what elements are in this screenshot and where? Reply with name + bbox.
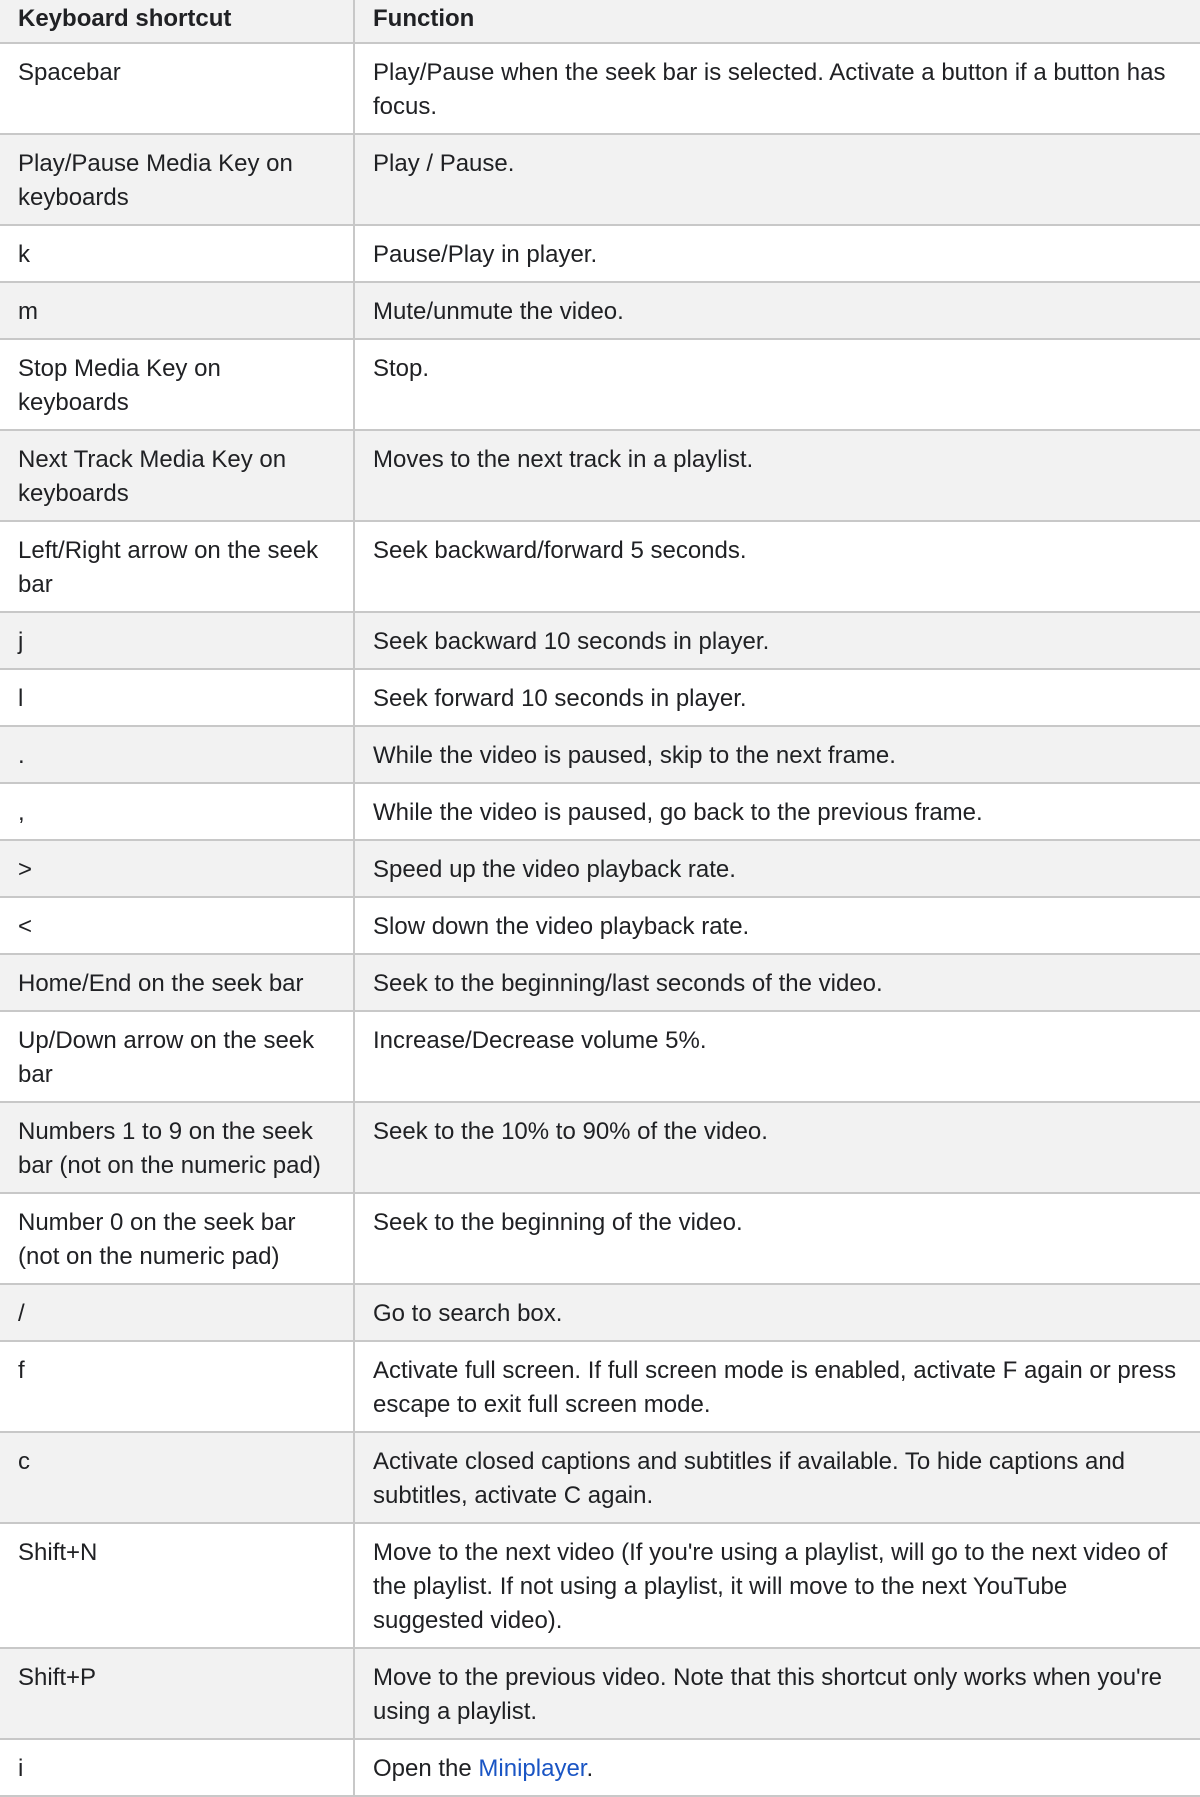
function-cell: Play / Pause.: [354, 134, 1200, 225]
table-row: [0, 1193, 1200, 1284]
function-cell: Go to search box.: [354, 1284, 1200, 1341]
function-cell: Speed up the video playback rate.: [354, 840, 1200, 897]
function-cell: Increase/Decrease volume 5%.: [354, 1011, 1200, 1102]
function-cell: Seek forward 10 seconds in player.: [354, 669, 1200, 726]
table-row: [0, 1102, 1200, 1193]
function-cell: Mute/unmute the video.: [354, 282, 1200, 339]
shortcut-cell: .: [0, 726, 354, 783]
function-cell: Seek backward 10 seconds in player.: [354, 612, 1200, 669]
table-row: [0, 134, 1200, 225]
shortcut-cell: c: [0, 1432, 354, 1523]
miniplayer-link[interactable]: Miniplayer: [478, 1755, 587, 1782]
table-row: [0, 840, 1200, 897]
shortcut-cell: Home/End on the seek bar: [0, 954, 354, 1011]
shortcut-cell: >: [0, 840, 354, 897]
function-text-prefix: Open the: [373, 1755, 479, 1782]
function-cell: While the video is paused, skip to the next frame.: [354, 726, 1200, 783]
function-cell: Seek to the beginning of the video.: [354, 1193, 1200, 1284]
shortcut-cell: <: [0, 897, 354, 954]
function-cell: Play/Pause when the seek bar is selected. Activate a button if a button has focus.: [354, 43, 1200, 134]
table-row: [0, 612, 1200, 669]
table-body: [0, 43, 1200, 1796]
shortcut-cell: Stop Media Key on keyboards: [0, 339, 354, 430]
column-header-shortcut: Keyboard shortcut: [0, 0, 354, 43]
shortcut-cell: Spacebar: [0, 43, 354, 134]
shortcut-cell: Play/Pause Media Key on keyboards: [0, 134, 354, 225]
shortcut-cell: i: [0, 1739, 354, 1796]
function-cell: Stop.: [354, 339, 1200, 430]
shortcut-cell: Shift+N: [0, 1523, 354, 1648]
shortcut-cell: k: [0, 225, 354, 282]
table-row: [0, 726, 1200, 783]
table-row: [0, 521, 1200, 612]
function-cell: Activate full screen. If full screen mode is enabled, activate F again or press escape to exit full screen mode.: [354, 1341, 1200, 1432]
function-cell: Slow down the video playback rate.: [354, 897, 1200, 954]
function-cell: Activate closed captions and subtitles if available. To hide captions and subtitles, activate C again.: [354, 1432, 1200, 1523]
table-row: [0, 225, 1200, 282]
shortcut-cell: Numbers 1 to 9 on the seek bar (not on the numeric pad): [0, 1102, 354, 1193]
function-cell: Seek to the 10% to 90% of the video.: [354, 1102, 1200, 1193]
function-cell: [354, 1739, 1200, 1796]
shortcut-cell: m: [0, 282, 354, 339]
table-row: [0, 1739, 1200, 1796]
shortcut-cell: l: [0, 669, 354, 726]
table-row: [0, 1284, 1200, 1341]
table-row: [0, 954, 1200, 1011]
table-row: [0, 339, 1200, 430]
shortcut-cell: Number 0 on the seek bar (not on the numeric pad): [0, 1193, 354, 1284]
table-row: [0, 1432, 1200, 1523]
shortcut-cell: Next Track Media Key on keyboards: [0, 430, 354, 521]
function-cell: Moves to the next track in a playlist.: [354, 430, 1200, 521]
function-text-suffix: .: [586, 1755, 594, 1782]
shortcut-cell: ,: [0, 783, 354, 840]
function-cell: While the video is paused, go back to the previous frame.: [354, 783, 1200, 840]
table-row: [0, 1341, 1200, 1432]
shortcut-cell: Shift+P: [0, 1648, 354, 1739]
shortcut-cell: Up/Down arrow on the seek bar: [0, 1011, 354, 1102]
table-row: [0, 282, 1200, 339]
function-cell: Seek to the beginning/last seconds of the video.: [354, 954, 1200, 1011]
shortcut-cell: j: [0, 612, 354, 669]
table-row: [0, 1523, 1200, 1648]
function-cell: Move to the previous video. Note that this shortcut only works when you're using a playlist.: [354, 1648, 1200, 1739]
table-row: [0, 897, 1200, 954]
column-header-function: Function: [354, 0, 1200, 43]
table-row: [0, 783, 1200, 840]
table-row: [0, 430, 1200, 521]
shortcut-cell: f: [0, 1341, 354, 1432]
function-cell: Move to the next video (If you're using a playlist, will go to the next video of the playlist. If not using a playlist, it will move to the next YouTube suggested video).: [354, 1523, 1200, 1648]
table-row: [0, 43, 1200, 134]
shortcut-cell: Left/Right arrow on the seek bar: [0, 521, 354, 612]
shortcut-cell: /: [0, 1284, 354, 1341]
table-row: [0, 669, 1200, 726]
header-row: [0, 0, 1200, 43]
function-cell: Seek backward/forward 5 seconds.: [354, 521, 1200, 612]
table-row: [0, 1011, 1200, 1102]
table-row: [0, 1648, 1200, 1739]
function-cell: Pause/Play in player.: [354, 225, 1200, 282]
